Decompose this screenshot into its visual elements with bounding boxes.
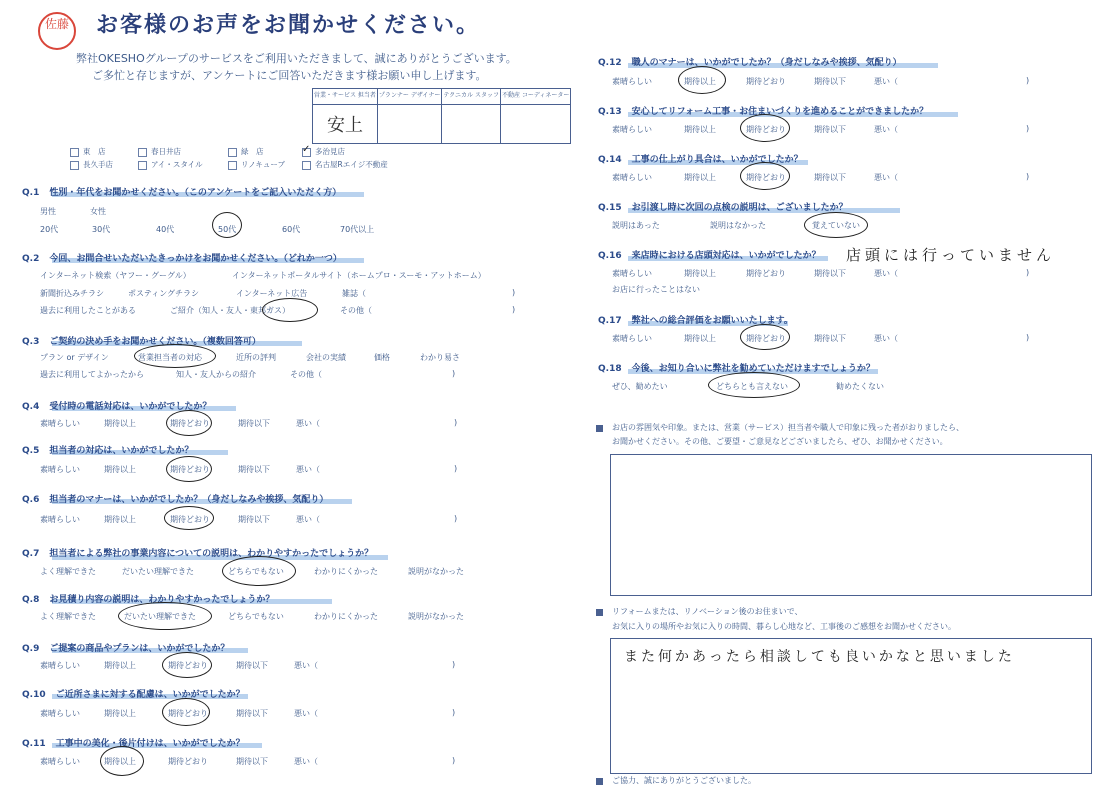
option[interactable]: 20代 (40, 225, 59, 234)
option[interactable]: 期待以下 (238, 515, 270, 524)
option[interactable]: 期待以上 (684, 334, 716, 343)
option[interactable]: よく理解できた (40, 612, 96, 621)
option[interactable]: 悪い（ (294, 757, 318, 766)
option[interactable]: その他（ (340, 306, 372, 315)
option[interactable]: わかりにくかった (314, 567, 378, 576)
selection-circle (740, 324, 790, 350)
option-selected[interactable]: 50代 (218, 225, 237, 234)
question-18: Q.18 今後、お知り合いに弊社を勧めていただけますでしょうか？ (598, 364, 875, 374)
option-selected[interactable]: 期待どおり (746, 334, 786, 343)
store-option[interactable] (302, 159, 388, 170)
option-selected[interactable]: 期待どおり (168, 709, 208, 718)
staff-header-technical: テクニカル スタッフ (442, 89, 501, 105)
option[interactable]: わかり易さ (420, 353, 460, 362)
question-8: Q.8 お見積り内容の説明は、わかりやすかったでしょうか？ (22, 595, 275, 605)
impression-prompt-2: お聞かせください。その他、ご要望・ご意見などございましたら、ぜひ、お聞かせください。 (612, 437, 948, 446)
option[interactable]: 素晴らしい (612, 125, 652, 134)
staff-cell-realestate[interactable] (500, 105, 570, 144)
option-selected[interactable]: どちらとも言えない (716, 382, 788, 391)
checkbox-icon[interactable] (228, 148, 237, 157)
selection-circle (212, 212, 242, 238)
option[interactable]: 悪い（ (874, 334, 898, 343)
staff-cell-technical[interactable] (442, 105, 501, 144)
question-11: Q.11 工事中の美化・後片付けは、いかがでしたか？ (22, 739, 245, 749)
option[interactable]: 素晴らしい (40, 661, 80, 670)
store-label: 緑 店 (241, 147, 264, 156)
option-selected[interactable]: だいたい理解できた (124, 612, 196, 621)
option[interactable]: その他（ (290, 370, 322, 379)
store-label: 多治見店 (315, 147, 345, 156)
option[interactable]: 知人・友人からの紹介 (176, 370, 256, 379)
selection-circle (678, 66, 726, 94)
option[interactable]: 価格 (374, 353, 390, 362)
selection-circle (708, 372, 800, 398)
option-selected[interactable]: 覚えていない (812, 221, 860, 230)
question-9: Q.9 ご提案の商品やプランは、いかがでしたか？ (22, 644, 230, 654)
option[interactable]: 説明はなかった (710, 221, 766, 230)
option[interactable]: 悪い（ (874, 77, 898, 86)
selection-circle (118, 602, 212, 630)
option-close: ) (512, 305, 516, 314)
option-close: ) (452, 660, 456, 669)
option[interactable]: 素晴らしい (612, 77, 652, 86)
option[interactable]: わかりにくかった (314, 612, 378, 621)
footer-thanks: ご協力、誠にありがとうございました。 (612, 776, 756, 785)
checkbox-icon[interactable] (138, 148, 147, 157)
option[interactable]: お店に行ったことはない (612, 285, 700, 294)
staff-header-realestate: 不動産 コーディネーター (500, 89, 570, 105)
question-14: Q.14 工事の仕上がり具合は、いかがでしたか？ (598, 155, 803, 165)
question-4: Q.4 受付時の電話対応は、いかがでしたか？ (22, 402, 212, 412)
option-close: ) (452, 369, 456, 378)
selection-circle (740, 162, 790, 190)
option[interactable]: 期待以下 (814, 125, 846, 134)
option[interactable]: 期待どおり (746, 77, 786, 86)
staff-header-sales: 営業・サービス 担当者 (313, 89, 378, 105)
question-12: Q.12 職人のマナーは、いかがでしたか？（身だしなみや挨拶、気配り） (598, 58, 902, 68)
option[interactable]: 期待以下 (238, 419, 270, 428)
question-15: Q.15 お引渡し時に次回の点検の説明は、ございましたか？ (598, 203, 848, 213)
option[interactable]: インターネット広告 (236, 289, 308, 298)
checkbox-icon[interactable] (228, 161, 237, 170)
option[interactable]: 期待以上 (104, 661, 136, 670)
option[interactable]: 期待以上 (684, 269, 716, 278)
option[interactable]: 素晴らしい (612, 334, 652, 343)
option[interactable]: 期待以下 (236, 661, 268, 670)
impression-prompt-1: お店の雰囲気や印象。または、営業（サービス）担当者や職人で印象に残った者がおりましたら、 (612, 423, 964, 432)
option-selected[interactable]: 期待どおり (746, 125, 786, 134)
option[interactable]: 勧めたくない (836, 382, 884, 391)
option-close: ) (452, 756, 456, 765)
option-selected[interactable]: 期待以上 (684, 77, 716, 86)
option[interactable]: 女性 (90, 207, 106, 216)
option[interactable]: 男性 (40, 207, 56, 216)
option[interactable]: 期待以上 (104, 515, 136, 524)
selection-circle (740, 114, 790, 142)
option[interactable]: 30代 (92, 225, 111, 234)
store-label: 春日井店 (151, 147, 181, 156)
option[interactable]: 期待以下 (814, 173, 846, 182)
checkbox-icon[interactable] (302, 161, 311, 170)
option-selected[interactable]: 期待どおり (170, 515, 210, 524)
seal-stamp (38, 12, 76, 50)
option[interactable]: ポスティングチラシ (128, 289, 200, 298)
option[interactable]: 会社の実績 (306, 353, 346, 362)
intro-line-2: ご多忙と存じますが、アンケートにご回答いただきます様お願い申し上げます。 (92, 69, 487, 82)
option[interactable]: だいたい理解できた (122, 567, 194, 576)
option-close: ) (452, 708, 456, 717)
option[interactable]: 悪い（ (874, 269, 898, 278)
intro-line-1: 弊社OKESHOグループのサービスをご利用いただきまして、誠にありがとうございます。 (76, 52, 517, 65)
option[interactable]: 期待以下 (236, 757, 268, 766)
option[interactable]: 素晴らしい (40, 709, 80, 718)
section-marker-icon (596, 425, 603, 432)
option-selected[interactable]: 営業担当者の対応 (138, 353, 202, 362)
page-title: お客様のお声をお聞かせください。 (96, 13, 481, 38)
checkbox-checked-icon[interactable] (302, 148, 311, 157)
impression-comment-box[interactable] (610, 454, 1092, 596)
staff-cell-planner[interactable] (377, 105, 442, 144)
seal-stamp-text: 佐藤 (44, 17, 69, 31)
option-selected[interactable]: ご紹介（知人・友人・東邦ガス） (170, 306, 290, 315)
option[interactable]: 期待以上 (684, 173, 716, 182)
option[interactable]: よく理解できた (40, 567, 96, 576)
store-option[interactable] (70, 159, 113, 170)
selection-circle (162, 698, 210, 726)
option-selected[interactable]: 期待どおり (746, 173, 786, 182)
selection-circle (166, 456, 212, 482)
option[interactable]: インターネット検索（ヤフー・グーグル） (40, 271, 191, 280)
checkbox-icon[interactable] (70, 161, 79, 170)
option-close: ) (1026, 124, 1030, 133)
selection-circle (162, 652, 212, 678)
selection-circle (222, 556, 296, 586)
question-3: Q.3 ご契約の決め手をお聞かせください。（複数回答可） (22, 337, 261, 347)
checkbox-icon[interactable] (70, 148, 79, 157)
option[interactable]: 素晴らしい (612, 269, 652, 278)
option[interactable]: 期待どおり (746, 269, 786, 278)
option[interactable]: 説明はあった (612, 221, 660, 230)
option[interactable]: 期待以上 (104, 419, 136, 428)
selection-circle (166, 410, 212, 436)
store-label: 長久手店 (83, 160, 113, 169)
option[interactable]: 期待以上 (104, 709, 136, 718)
staff-signature[interactable]: 安上 (313, 105, 378, 144)
option-close: ) (1026, 172, 1030, 181)
question-13: Q.13 安心してリフォーム工事・お住まいづくりを進めることができましたか？ (598, 107, 929, 117)
selection-circle (134, 344, 216, 368)
handwritten-comment: また何かあったら相談しても良いかなと思いました (624, 649, 1015, 665)
after-prompt-2: お気に入りの場所やお気に入りの時間、暮らし心地など、工事後のご感想をお聞かせください。 (612, 622, 956, 631)
option[interactable]: 期待以下 (814, 334, 846, 343)
option[interactable]: 素晴らしい (40, 515, 80, 524)
option[interactable]: 素晴らしい (40, 757, 80, 766)
section-marker-icon (596, 609, 603, 616)
selection-circle (100, 746, 144, 776)
option-close: ) (1026, 268, 1030, 277)
store-option[interactable] (302, 146, 345, 157)
question-7: Q.7 担当者による弊社の事業内容についての説明は、わかりやすかったでしょうか？ (22, 549, 374, 559)
selection-circle (804, 212, 868, 238)
option-close: ) (512, 288, 516, 297)
option-selected[interactable]: 期待どおり (168, 661, 208, 670)
store-label: 東 店 (83, 147, 106, 156)
option[interactable]: 雑誌（ (342, 289, 366, 298)
store-label: アイ・スタイル (151, 160, 203, 169)
after-prompt-1: リフォームまたは、リノベーション後のお住まいで、 (612, 607, 803, 616)
option[interactable]: 過去に利用してよかったから (40, 370, 144, 379)
option[interactable]: 悪い（ (296, 419, 320, 428)
option[interactable]: 悪い（ (294, 661, 318, 670)
option-close: ) (1026, 333, 1030, 342)
option[interactable]: 悪い（ (296, 515, 320, 524)
option[interactable]: 期待以下 (236, 709, 268, 718)
option-close: ) (1026, 76, 1030, 85)
option[interactable]: 悪い（ (874, 173, 898, 182)
handwritten-note-q16: 店頭には行っていません (846, 246, 1056, 264)
store-option[interactable] (228, 146, 264, 157)
option[interactable]: 期待以上 (684, 125, 716, 134)
option[interactable]: 悪い（ (294, 709, 318, 718)
option[interactable]: 素晴らしい (612, 173, 652, 182)
option[interactable]: 素晴らしい (40, 465, 80, 474)
option-close: ) (454, 418, 458, 427)
option[interactable]: 素晴らしい (40, 419, 80, 428)
option[interactable]: 期待以上 (104, 465, 136, 474)
store-option[interactable] (70, 146, 106, 157)
option[interactable]: ぜひ、勧めたい (612, 382, 668, 391)
question-10: Q.10 ご近所さまに対する配慮は、いかがでしたか？ (22, 690, 245, 700)
option[interactable]: インターネットポータルサイト（ホームプロ・スーモ・アットホーム） (232, 271, 486, 280)
option-selected[interactable]: 期待以上 (104, 757, 136, 766)
option-selected[interactable]: 期待どおり (170, 419, 210, 428)
option[interactable]: 期待どおり (168, 757, 208, 766)
store-option[interactable] (228, 159, 285, 170)
question-6: Q.6 担当者のマナーは、いかがでしたか？（身だしなみや挨拶、気配り） (22, 495, 329, 505)
question-2: Q.2 今回、お問合せいただいたきっかけをお聞かせください。（どれか一つ） (22, 254, 342, 264)
question-5: Q.5 担当者の対応は、いかがでしたか？ (22, 446, 194, 456)
option[interactable]: 過去に利用したことがある (40, 306, 136, 315)
option[interactable]: どちらでもない (228, 612, 284, 621)
question-1: Q.1 性別・年代をお聞かせください。（このアンケートをご記入いただく方） (22, 188, 342, 198)
option[interactable]: 70代以上 (340, 225, 375, 234)
staff-header-planner: プランナー デザイナー (377, 89, 442, 105)
selection-circle (262, 298, 318, 322)
selection-circle (164, 506, 214, 530)
option[interactable]: 新聞折込みチラシ (40, 289, 104, 298)
question-17: Q.17 弊社への総合評価をお願いいたします。 (598, 316, 793, 326)
option-close: ) (454, 464, 458, 473)
option[interactable]: 60代 (282, 225, 301, 234)
checkbox-icon[interactable] (138, 161, 147, 170)
option[interactable]: 悪い（ (874, 125, 898, 134)
store-option[interactable] (138, 159, 203, 170)
question-16: Q.16 来店時における店頭対応は、いかがでしたか？ (598, 251, 821, 261)
option[interactable]: 40代 (156, 225, 175, 234)
section-marker-icon (596, 778, 603, 785)
option[interactable]: 期待以下 (814, 77, 846, 86)
option[interactable]: 説明がなかった (408, 567, 464, 576)
staff-table (312, 88, 571, 144)
store-label: 名古屋Rエイジ不動産 (315, 160, 388, 169)
option-selected[interactable]: 期待どおり (170, 465, 210, 474)
option[interactable]: 近所の評判 (236, 353, 276, 362)
store-option[interactable] (138, 146, 181, 157)
option[interactable]: 悪い（ (296, 465, 320, 474)
store-label: リノキューブ (241, 160, 286, 169)
option-selected[interactable]: どちらでもない (228, 567, 284, 576)
option[interactable]: 説明がなかった (408, 612, 464, 621)
option[interactable]: プラン or デザイン (40, 353, 109, 362)
option[interactable]: 期待以下 (814, 269, 846, 278)
option[interactable]: 期待以下 (238, 465, 270, 474)
option-close: ) (454, 514, 458, 523)
